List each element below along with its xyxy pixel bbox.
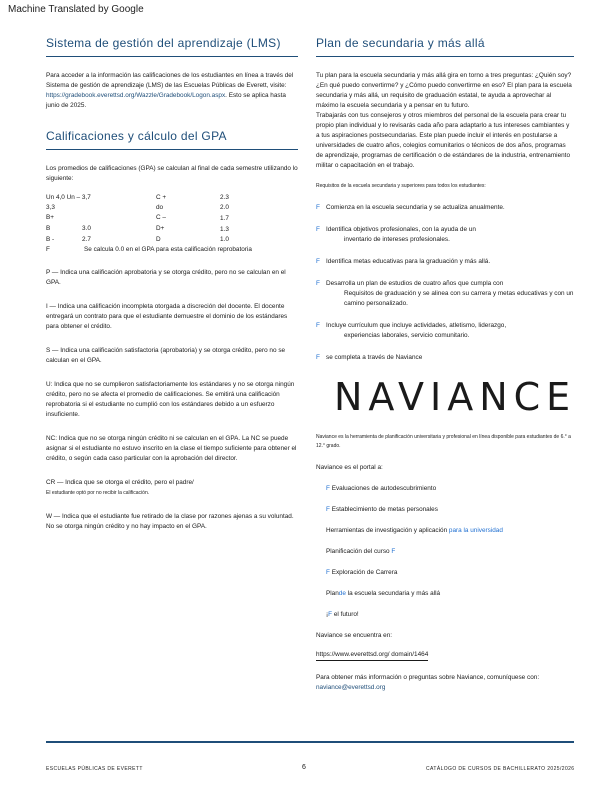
bullet-marker: F [316,322,320,329]
grade-cell: 2.7 [82,236,91,243]
plan-paragraph-1: Tu plan para la escuela secundaria y más allá gira en torno a tres preguntas: ¿Quién soy? ¿En qué puedo convertirme? y ¿Cómo puedo convertirme en eso? El plan para la escuela secundaria y más allá, un requisito de graduación estatal, te ayuda a aprovechar al máximo la escuela secundaria y a pensar en tu futuro. [316,72,572,109]
plan-paragraph-2: Trabajarás con tus consejeros y otros miembros del personal de la escuela para crear tu propio plan individual y lo revisarás cada año para adaptarlo a tus intereses cambiantes y a tus aspiraciones postsecundarias. Este plan puede incluir el interés en postularse a universidades de cuatro años, colegios comunitarios o técnicos de dos años, programas de aprendizaje, programas de certificación o de estándares de la industria, entrenamiento militar o capacitación en el trabajo. [316,112,571,169]
grade-cell: do [156,204,164,211]
lms-text: Para acceder a la información las calificaciones de los estudiantes en línea a través del Sistema de gestión de aprendizaje (LMS) de las Escuelas Públicas de Everett, visite: [46,72,294,89]
grade-cell: 1.7 [220,215,229,222]
gpa-rule [46,149,298,150]
portal-text: Evaluaciones de autodescubrimiento [331,485,437,492]
grade-p-definition: P — Indica una calificación aprobatoria y se otorga crédito, pero no se calculan en el GPA. [46,269,286,286]
portal-item [316,610,574,620]
bullet-marker: F [316,354,320,361]
bullet-marker: F [326,485,330,492]
bullet-marker: F [326,569,330,576]
lms-heading: Sistema de gestión del aprendizaje (LMS) [46,36,281,50]
naviance-wordmark: NAVIANCE [334,375,577,419]
contact-text: Para obtener más información o preguntas sobre Naviance, comuníquese con: [316,674,540,681]
requirement-text: Identifica metas educativas para la graduación y más allá. [326,258,491,265]
grade-f-note: Se calcula 0.0 en el GPA para esta calificación reprobatoria [84,246,252,253]
grade-cell: B+ [46,214,54,221]
right-column [316,36,577,704]
requirement-item [316,279,574,309]
portal-text-highlight: de [338,590,346,597]
portal-text: Planificación del curso [326,548,392,555]
grade-cell: D+ [156,225,165,232]
grade-i-definition: I — Indica una calificación incompleta otorgada a discreción del docente. El docente entregará un contrato para que el estudiante demuestre el dominio de los estándares para obtener el crédito. [46,303,288,330]
contact-email-link[interactable]: naviance@everettsd.org [316,684,386,691]
bullet-marker: F [316,280,320,287]
naviance-contact [316,673,574,693]
bullet-marker: F [391,548,396,555]
grade-w-definition: W — Indica que el estudiante fue retirado de la clase por razones ajenas a su voluntad. No se otorga ningún crédito y no hay impacto en el GPA. [46,513,294,530]
machine-translation-banner [0,0,616,20]
footer-page-number: 6 [302,764,307,771]
grade-cell: 1.3 [220,226,229,233]
requirements-intro: Requisitos de la escuela secundaria y superiores para todos los estudiantes: [316,183,486,189]
grade-cr-definition [46,478,298,498]
naviance-location-label: Naviance se encuentra en: [316,632,393,639]
portal-text: Exploración de Carrera [331,569,398,576]
banner-text: Machine Translated by Google [8,4,144,15]
portal-text: el futuro! [332,611,359,618]
footer-district: ESCUELAS PÚBLICAS DE EVERETT [46,766,143,772]
bullet-marker: F [326,506,330,513]
portal-item [316,484,574,494]
grade-cell: 3.0 [82,225,91,232]
lms-rule [46,56,298,57]
grade-cell: 3,3 [46,204,55,211]
requirement-text: Identifica objetivos profesionales, con la ayuda de un [326,226,476,233]
grade-cell: 2.0 [220,204,229,211]
bullet-marker: F [316,204,320,211]
portal-text-highlight: para la universidad [448,527,503,534]
gradebook-link[interactable]: https://gradebook.everettsd.org/Wazzle/Gradebook/Logon.aspx [46,92,226,99]
grade-cell: 2.3 [220,194,229,201]
grade-cell: 1.0 [220,236,229,243]
portal-text: la escuela secundaria y más allá [345,590,441,597]
lms-text-end: . Esto se aplica hasta junio de 2025. [46,92,286,109]
portal-item [316,526,574,536]
grade-nc-definition: NC: Indica que no se otorga ningún crédito ni se calculan en el GPA. La NC se puede asignar si el estudiante no estuvo inscrito en la clase el tiempo suficiente para obtener el crédito, o según cada caso particular con la aprobación del director. [46,435,297,462]
grade-cell: Un 4,0 Un – 3,7 [46,194,91,201]
cr-note: El estudiante optó por no recibir la calificación. [46,490,150,496]
portal-item [316,568,574,578]
bullet-marker: F [316,258,320,265]
grade-cell: C + [156,194,167,201]
requirement-item [316,353,574,363]
grade-cell: D [156,236,161,243]
portal-intro: Naviance es el portal a: [316,464,383,471]
naviance-logo [324,375,577,419]
grade-cell: C – [156,214,166,221]
portal-item [316,589,574,599]
naviance-description: Naviance es la herramienta de planificación universitaria y profesional en línea disponible para estudiantes de 6.° a 12.° grado. [316,434,571,449]
requirement-text-cont: inventario de intereses profesionales. [344,236,450,243]
requirement-text: Incluye currículum que incluye actividades, atletismo, liderazgo, [326,322,507,329]
gpa-intro: Los promedios de calificaciones (GPA) se calculan al final de cada semestre utilizando lo siguiente: [46,165,298,182]
portal-text: Establecimiento de metas personales [331,506,438,513]
portal-text: Herramientas de investigación y aplicación [326,527,449,534]
requirement-text-cont: Requisitos de graduación y se alinea con su carrera y metas educativas y con un camino personalizado. [344,290,574,307]
requirement-item [316,321,574,341]
footer-catalog-title: CATÁLOGO DE CURSOS DE BACHILLERATO 2025/2026 [426,766,575,772]
requirement-item [316,257,574,267]
portal-item [316,547,574,557]
portal-text: Plan [326,590,339,597]
grade-scale-table [46,194,298,256]
footer-rule [46,741,574,743]
plan-heading: Plan de secundaria y más allá [316,36,485,50]
requirement-item [316,203,574,213]
grade-cell: B [46,225,51,232]
requirement-text: Desarrolla un plan de estudios de cuatro años que cumpla con [326,280,504,287]
grade-cell: F [46,246,50,253]
portal-item [316,505,574,515]
portal-text: ¡ [326,611,329,618]
requirement-text: Comienza en la escuela secundaria y se actualiza anualmente. [326,204,505,211]
grade-s-definition: S — Indica una calificación satisfactoria (aprobatoria) y se otorga crédito, pero no se calculan en el GPA. [46,347,286,364]
requirement-text-cont: experiencias laborales, servicio comunitario. [344,332,470,339]
requirement-text: se completa a través de Naviance [326,354,423,361]
requirement-item [316,225,574,245]
lms-paragraph [46,71,298,111]
grade-cell: B - [46,236,55,243]
plan-rule [316,56,574,57]
cr-text: CR — Indica que se otorga el crédito, pero el padre/ [46,479,194,486]
gpa-heading: Calificaciones y cálculo del GPA [46,129,227,143]
naviance-link[interactable]: https://www.everettsd.org/ domain/1464 [316,650,428,661]
left-column [46,36,298,546]
bullet-marker: F [328,611,333,618]
bullet-marker: F [316,226,320,233]
grade-u-definition: U: Indica que no se cumplieron satisfactoriamente los estándares y no se otorga ningún crédito, pero no se afecta el promedio de calificaciones. Se emitirá una calificación reprobatoria si el estudiante no cumplió con los estándares debido a un esfuerzo insuficiente. [46,381,295,418]
